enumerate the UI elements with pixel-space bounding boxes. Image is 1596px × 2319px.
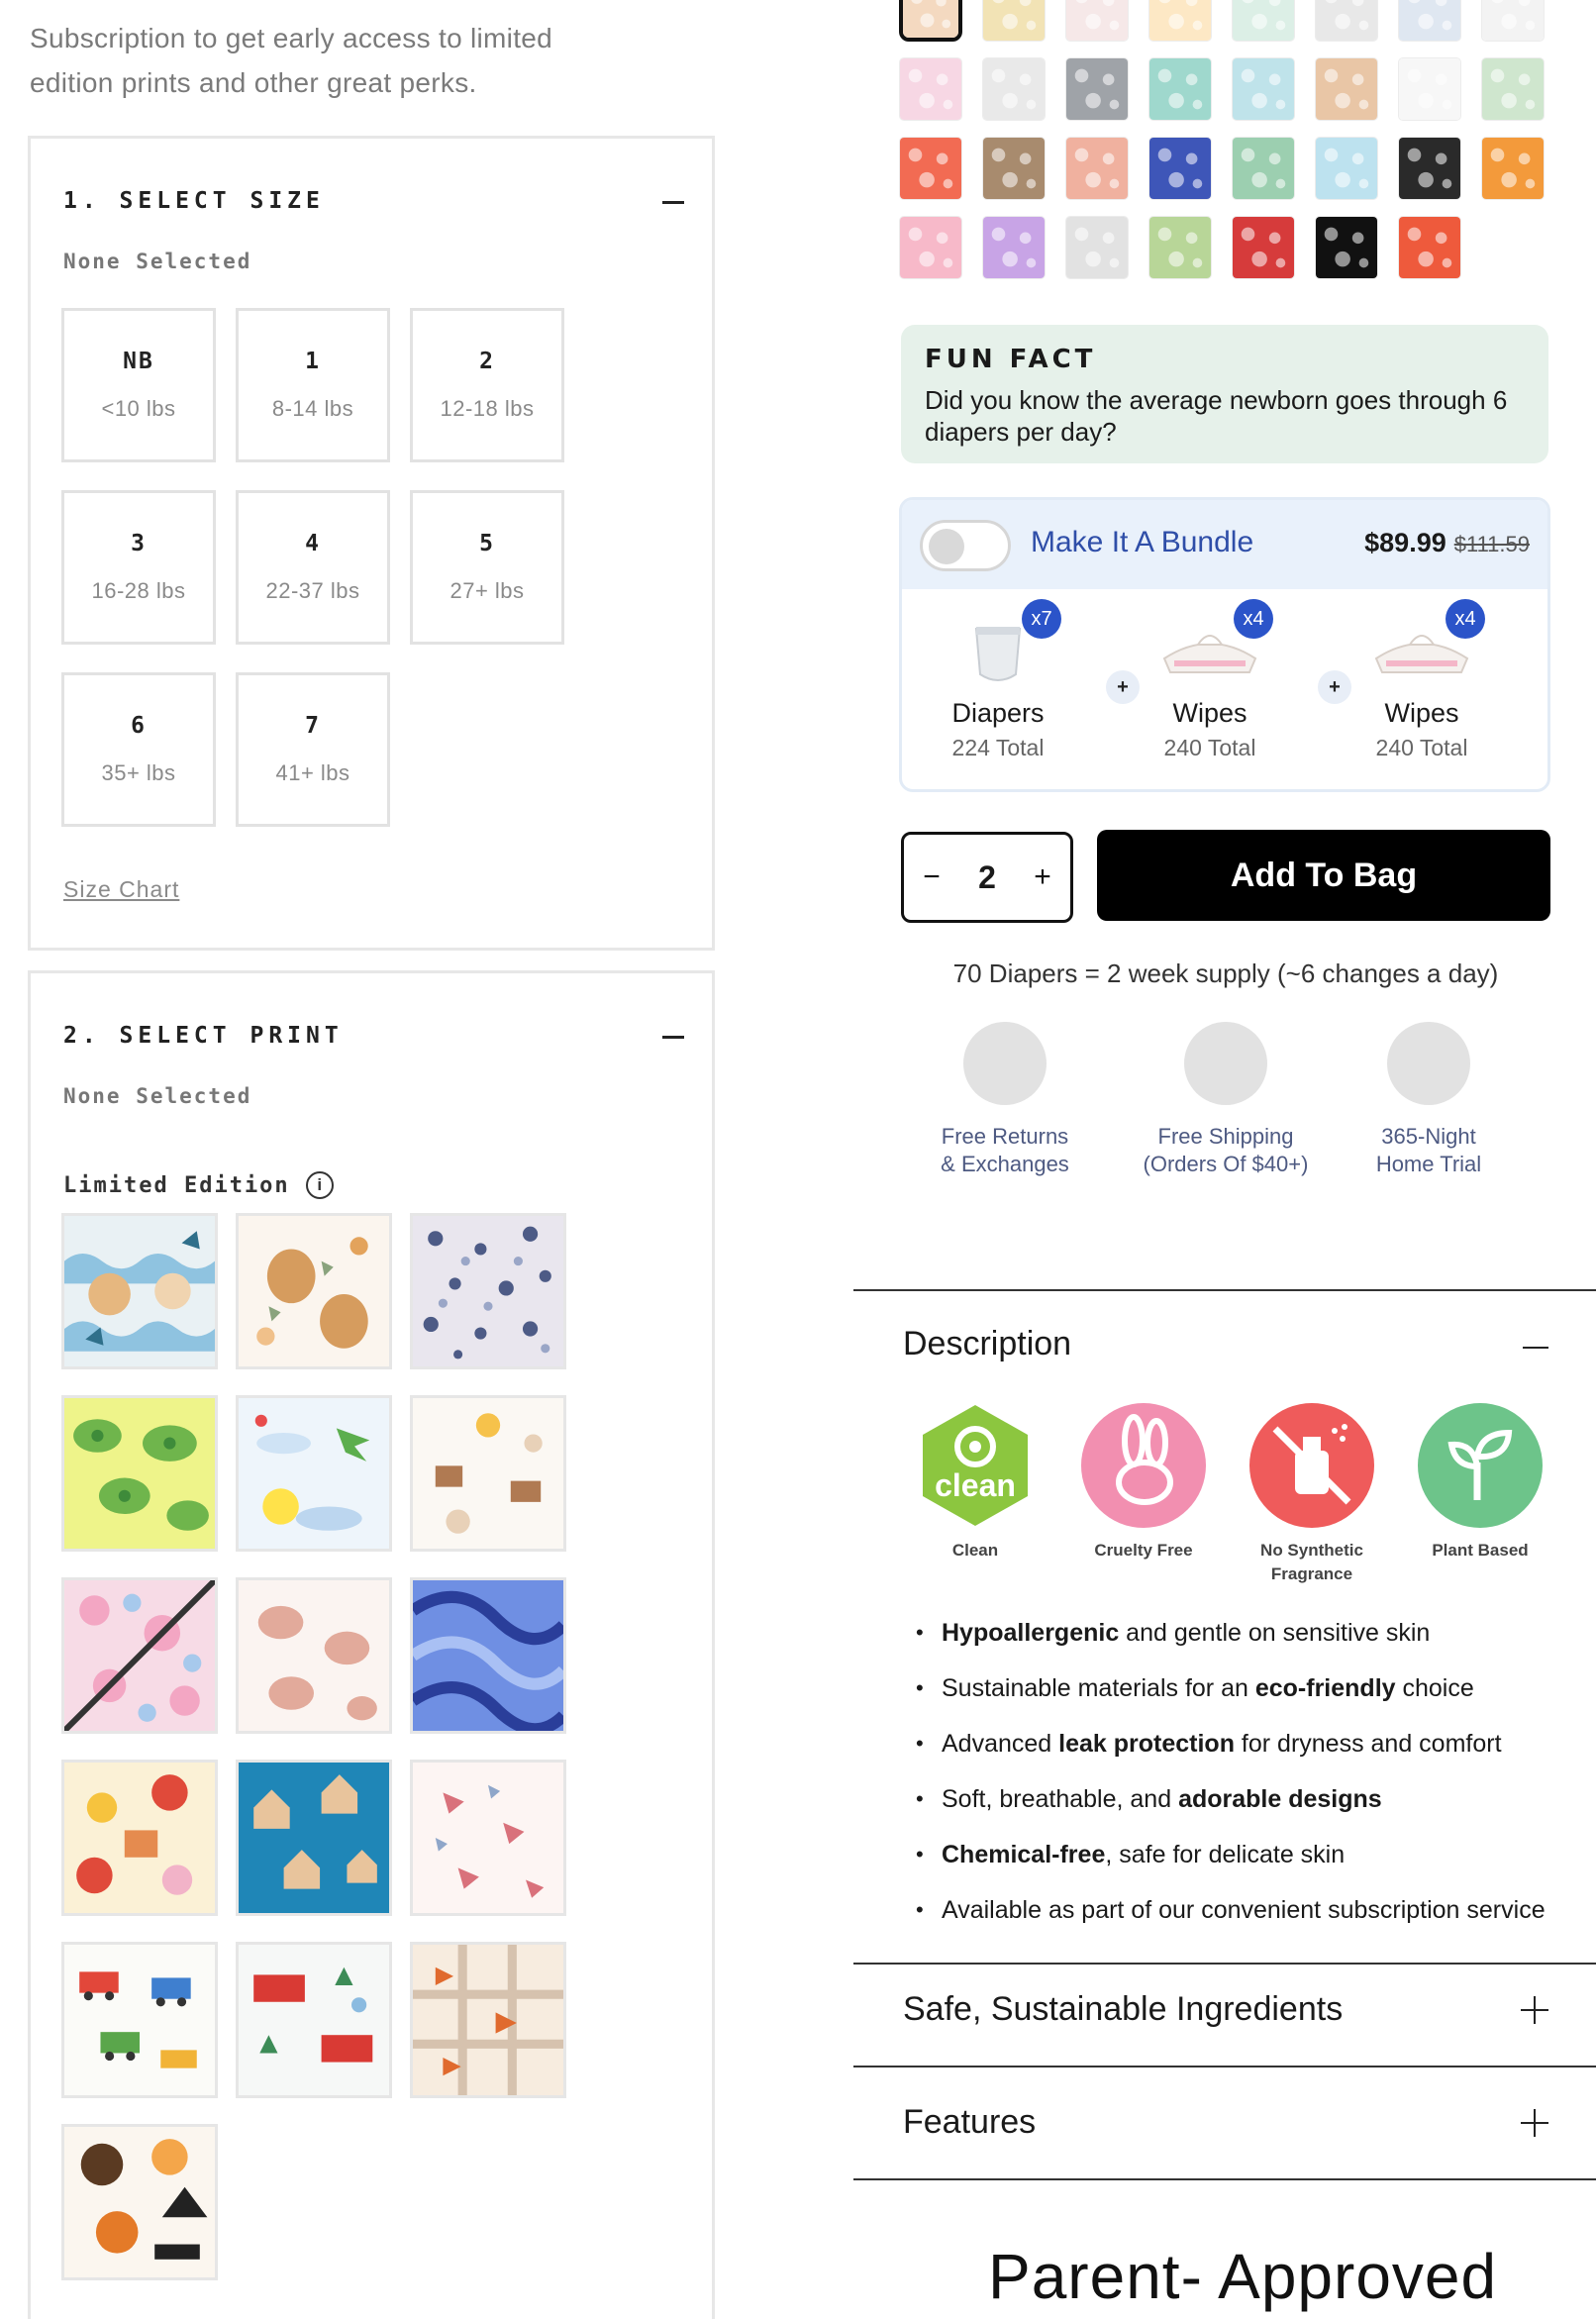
print-swatch[interactable] [1065, 137, 1129, 200]
bullet-item [916, 1723, 1569, 1778]
fire-truck-print-image [239, 1945, 389, 2095]
bundle-item-total: 240 Total [1163, 735, 1256, 760]
add-to-bag-button[interactable]: Add To Bag [1097, 830, 1550, 921]
swatch-pattern-image [1316, 58, 1377, 120]
perk-line: Home Trial [1375, 1152, 1482, 1176]
print-swatch[interactable] [982, 137, 1046, 200]
bundle-item-name: Wipes [1172, 698, 1247, 728]
size-weight: 16-28 lbs [91, 578, 186, 603]
size-label: 6 [131, 713, 147, 739]
print-swatch[interactable] [982, 216, 1046, 279]
fun-fact-text: Did you know the average newborn goes through 6 diapers per day? [925, 385, 1508, 447]
bundle-qty-badge: x4 [1446, 599, 1485, 639]
print-swatch[interactable] [1398, 216, 1461, 279]
badge-label: Plant Based [1432, 1541, 1529, 1560]
print-swatch[interactable] [1398, 137, 1461, 200]
bird-origami-print-image [413, 1763, 563, 1913]
swatch-pattern-image [983, 217, 1045, 278]
section-divider [853, 1289, 1596, 1291]
print-option-fire-truck[interactable] [236, 1942, 392, 2098]
bear-print-image [239, 1216, 389, 1366]
print-option-bird-origami[interactable] [410, 1760, 566, 1916]
print-option-blue-swirl[interactable] [410, 1577, 566, 1734]
bundle-qty-badge: x4 [1234, 599, 1273, 639]
size-label: 2 [479, 349, 495, 374]
swatch-pattern-image [983, 138, 1045, 199]
print-option-pig[interactable] [236, 1577, 392, 1734]
size-label: 5 [479, 531, 495, 556]
fun-fact-title: FUN FACT [925, 345, 1097, 374]
perk-free-returns [901, 1022, 1109, 1178]
limited-edition-label: Limited Edition [63, 1172, 290, 1198]
select-print-title: 2. SELECT PRINT [63, 1023, 344, 1049]
quantity-stepper [901, 832, 1073, 923]
bullet-text: for dryness and comfort [1234, 1730, 1502, 1758]
apple-flower-print-image [64, 1763, 215, 1913]
size-chart-link[interactable]: Size Chart [63, 876, 180, 902]
badge-label-line: No Synthetic [1260, 1541, 1363, 1560]
sky-bird-print-image [239, 1398, 389, 1549]
description-accordion-title[interactable]: Description [903, 1325, 1072, 1362]
bullet-bold: eco-friendly [1254, 1674, 1396, 1702]
perk-free-shipping [1122, 1022, 1330, 1178]
limited-edition-heading [63, 1171, 334, 1199]
perk-text [1325, 1123, 1533, 1178]
size-option-1[interactable] [236, 308, 390, 462]
print-swatch[interactable] [1481, 0, 1545, 42]
print-swatch-grid [899, 0, 1545, 279]
bullet-item [916, 1834, 1569, 1889]
navy-floral-print-image [413, 1216, 563, 1366]
sprout-icon [1416, 1401, 1545, 1530]
size-option-7[interactable] [236, 672, 390, 827]
print-swatch[interactable] [982, 0, 1046, 42]
bullet-item [916, 1612, 1569, 1667]
print-swatch[interactable] [1065, 57, 1129, 121]
vehicle-print-image [64, 1945, 215, 2095]
print-swatch[interactable] [1315, 137, 1378, 200]
info-icon[interactable]: i [306, 1171, 334, 1199]
size-option-6[interactable] [61, 672, 216, 827]
print-swatch[interactable] [1232, 216, 1295, 279]
select-size-panel [28, 136, 715, 951]
shipping-icon [1184, 1022, 1267, 1105]
bundle-current-price: $89.99 [1364, 528, 1446, 557]
returns-icon [963, 1022, 1047, 1105]
bundle-plus-icon: + [1318, 670, 1351, 704]
supply-note: 70 Diapers = 2 week supply (~6 changes a day) [952, 958, 1499, 988]
size-option-5[interactable] [410, 490, 564, 645]
print-swatch[interactable] [982, 57, 1046, 121]
bullet-text: , safe for delicate skin [1105, 1841, 1346, 1868]
size-weight: 35+ lbs [101, 760, 176, 785]
print-option-fox-plaid[interactable] [410, 1942, 566, 2098]
bundle-qty-badge: x7 [1022, 599, 1061, 639]
parent-approved-heading: Parent- Approved [988, 2241, 1498, 2312]
perk-line: 365-Night [1381, 1124, 1476, 1149]
section-divider [853, 1963, 1596, 1965]
pig-print-image [239, 1580, 389, 1731]
bundle-item-wipes-1 [1126, 609, 1294, 761]
perk-line: Free Returns [941, 1124, 1069, 1149]
swatch-pattern-image [1233, 138, 1294, 199]
print-grid [61, 1213, 566, 2280]
print-swatch[interactable] [899, 137, 962, 200]
collapse-size-icon[interactable] [662, 201, 684, 204]
bullet-text: Advanced [942, 1730, 1059, 1758]
bundle-item-total: 240 Total [1375, 735, 1468, 760]
print-swatch[interactable] [1148, 137, 1212, 200]
swatch-pattern-image [1149, 217, 1211, 278]
bundle-toggle[interactable] [920, 520, 1011, 571]
print-option-apple-flower[interactable] [61, 1760, 218, 1916]
bundle-label: Make It A Bundle [1031, 526, 1254, 558]
bullet-bold: Chemical-free [942, 1841, 1106, 1868]
select-print-panel [28, 970, 715, 2319]
print-swatch[interactable] [1232, 57, 1295, 121]
size-weight: 8-14 lbs [271, 396, 354, 421]
size-label: 7 [305, 713, 321, 739]
swatch-pattern-image [1066, 138, 1128, 199]
print-swatch[interactable] [1398, 57, 1461, 121]
swatch-pattern-image [1149, 0, 1211, 41]
size-label: 3 [131, 531, 147, 556]
size-weight: <10 lbs [101, 396, 176, 421]
print-swatch[interactable] [1481, 57, 1545, 121]
bullet-bold: adorable designs [1178, 1785, 1382, 1813]
bundle-item-name: Diapers [951, 698, 1045, 728]
bullet-item [916, 1889, 1569, 1945]
print-swatch[interactable] [1148, 57, 1212, 121]
bullet-text: Available as part of our convenient subscription service [942, 1896, 1546, 1924]
size-option-nb[interactable] [61, 308, 216, 462]
expand-features-icon[interactable] [1521, 2109, 1548, 2137]
size-selection-status: None Selected [63, 250, 252, 273]
size-weight: 12-18 lbs [440, 396, 535, 421]
size-option-3[interactable] [61, 490, 216, 645]
swatch-pattern-image [1399, 138, 1460, 199]
print-option-bear[interactable] [236, 1213, 392, 1369]
swatch-pattern-image [1399, 0, 1460, 41]
intro-line-1: Subscription to get early access to limited [30, 23, 553, 53]
print-option-sun-bunny[interactable] [410, 1395, 566, 1552]
select-size-title: 1. SELECT SIZE [63, 188, 325, 214]
ingredients-accordion-title[interactable]: Safe, Sustainable Ingredients [903, 1990, 1344, 2028]
bundle-item-name: Wipes [1384, 698, 1459, 728]
fun-fact-card [901, 325, 1548, 463]
print-selection-status: None Selected [63, 1084, 252, 1108]
swatch-pattern-image [1233, 0, 1294, 41]
diaper-product-image [939, 609, 1057, 688]
collapse-description-icon[interactable] [1523, 1347, 1548, 1349]
badge-cruelty-free [1069, 1401, 1218, 1563]
print-option-whale[interactable] [61, 1213, 218, 1369]
print-swatch[interactable] [899, 0, 962, 42]
swatch-pattern-image [1399, 58, 1460, 120]
bullet-bold: leak protection [1058, 1730, 1235, 1758]
swatch-pattern-image [1399, 217, 1460, 278]
swatch-pattern-image [900, 58, 961, 120]
print-option-sky-bird[interactable] [236, 1395, 392, 1552]
print-swatch[interactable] [1148, 216, 1212, 279]
perk-line: (Orders Of $40+) [1143, 1152, 1309, 1176]
size-label: NB [123, 349, 154, 374]
increase-quantity-button[interactable]: + [1034, 860, 1051, 893]
bundle-item-diapers [914, 609, 1082, 761]
bullet-text: Sustainable materials for an [942, 1674, 1255, 1702]
wipes-product-image [1362, 609, 1481, 688]
perk-text [1122, 1123, 1330, 1178]
whale-print-image [64, 1216, 215, 1366]
swatch-pattern-image [1066, 217, 1128, 278]
swatch-pattern-image [983, 0, 1045, 41]
print-swatch[interactable] [1315, 57, 1378, 121]
bundle-price [1364, 528, 1530, 558]
size-weight: 27+ lbs [449, 578, 525, 603]
size-label: 4 [305, 531, 321, 556]
no-fragrance-icon [1247, 1401, 1376, 1530]
print-swatch[interactable] [1065, 216, 1129, 279]
swatch-pattern-image [903, 0, 958, 38]
bullet-bold: Hypoallergenic [942, 1619, 1120, 1647]
size-option-4[interactable] [236, 490, 390, 645]
print-swatch[interactable] [899, 216, 962, 279]
print-swatch[interactable] [899, 57, 962, 121]
swatch-pattern-image [1316, 0, 1377, 41]
swatch-pattern-image [1233, 217, 1294, 278]
perk-home-trial [1325, 1022, 1533, 1178]
badge-clean [901, 1401, 1049, 1563]
clean-badge-word: clean [935, 1467, 1016, 1503]
swatch-pattern-image [1233, 58, 1294, 120]
features-accordion-title[interactable]: Features [903, 2103, 1037, 2141]
collapse-print-icon[interactable] [662, 1036, 684, 1039]
swatch-pattern-image [1482, 138, 1544, 199]
print-swatch[interactable] [1315, 0, 1378, 42]
print-swatch[interactable] [1398, 0, 1461, 42]
intro-text [30, 16, 703, 105]
teal-house-print-image [239, 1763, 389, 1913]
bunny-icon [1079, 1401, 1208, 1530]
print-option-navy-floral[interactable] [410, 1213, 566, 1369]
swatch-pattern-image [900, 217, 961, 278]
print-option-pink-flower[interactable] [61, 1577, 218, 1734]
bundle-card [899, 497, 1550, 792]
print-option-teal-house[interactable] [236, 1760, 392, 1916]
bundle-item-total: 224 Total [951, 735, 1045, 760]
quantity-value[interactable]: 2 [978, 858, 996, 895]
perk-line: Free Shipping [1157, 1124, 1294, 1149]
size-weight: 22-37 lbs [265, 578, 360, 603]
size-grid [61, 308, 596, 827]
bundle-items [902, 589, 1547, 792]
badge-label-line: Fragrance [1270, 1564, 1353, 1583]
print-swatch[interactable] [1148, 0, 1212, 42]
bundle-header [902, 500, 1547, 589]
description-bullets [916, 1612, 1569, 1945]
swatch-pattern-image [1066, 58, 1128, 120]
bullet-text: choice [1395, 1674, 1474, 1702]
wipes-product-image [1150, 609, 1269, 688]
bullet-item [916, 1667, 1569, 1723]
swatch-pattern-image [1316, 217, 1377, 278]
print-swatch[interactable] [1232, 0, 1295, 42]
decrease-quantity-button[interactable]: − [923, 860, 941, 893]
print-option-halloween[interactable] [61, 2124, 218, 2280]
swatch-pattern-image [1482, 0, 1544, 41]
trial-icon [1387, 1022, 1470, 1105]
swatch-pattern-image [1482, 58, 1544, 120]
swatch-pattern-image [1066, 0, 1128, 41]
toggle-knob [929, 529, 964, 564]
green-leaf-print-image [64, 1398, 215, 1549]
badge-label [1238, 1539, 1386, 1586]
sun-bunny-print-image [413, 1398, 563, 1549]
print-swatch[interactable] [1481, 137, 1545, 200]
fox-plaid-print-image [413, 1945, 563, 2095]
bullet-item [916, 1778, 1569, 1834]
section-divider [853, 2178, 1596, 2180]
swatch-pattern-image [900, 138, 961, 199]
bundle-item-wipes-2 [1338, 609, 1506, 761]
pink-flower-print-image [64, 1580, 215, 1731]
product-badges [901, 1401, 1554, 1583]
perk-text [901, 1123, 1109, 1178]
perk-line: & Exchanges [941, 1152, 1069, 1176]
blue-swirl-print-image [413, 1580, 563, 1731]
print-option-vehicle[interactable] [61, 1942, 218, 2098]
size-weight: 41+ lbs [275, 760, 350, 785]
swatch-pattern-image [1149, 58, 1211, 120]
print-swatch[interactable] [1065, 0, 1129, 42]
badge-label: Clean [951, 1541, 999, 1560]
badge-label: Cruelty Free [1094, 1541, 1193, 1560]
target-clean-icon [911, 1401, 1040, 1530]
section-divider [853, 2066, 1596, 2067]
intro-line-2: edition prints and other great perks. [30, 67, 477, 98]
swatch-pattern-image [1149, 138, 1211, 199]
badge-no-fragrance [1238, 1401, 1386, 1586]
bundle-plus-icon: + [1106, 670, 1140, 704]
badge-plant-based [1406, 1401, 1554, 1563]
bullet-text: Soft, breathable, and [942, 1785, 1179, 1813]
size-label: 1 [305, 349, 321, 374]
print-option-green-leaf[interactable] [61, 1395, 218, 1552]
bullet-text: and gentle on sensitive skin [1119, 1619, 1431, 1647]
bundle-old-price: $111.59 [1453, 532, 1530, 556]
print-swatch[interactable] [1315, 216, 1378, 279]
swatch-pattern-image [983, 58, 1045, 120]
halloween-print-image [64, 2127, 215, 2277]
swatch-pattern-image [1316, 138, 1377, 199]
expand-ingredients-icon[interactable] [1521, 1996, 1548, 2024]
size-option-2[interactable] [410, 308, 564, 462]
print-swatch[interactable] [1232, 137, 1295, 200]
perks-row [901, 1022, 1550, 1190]
